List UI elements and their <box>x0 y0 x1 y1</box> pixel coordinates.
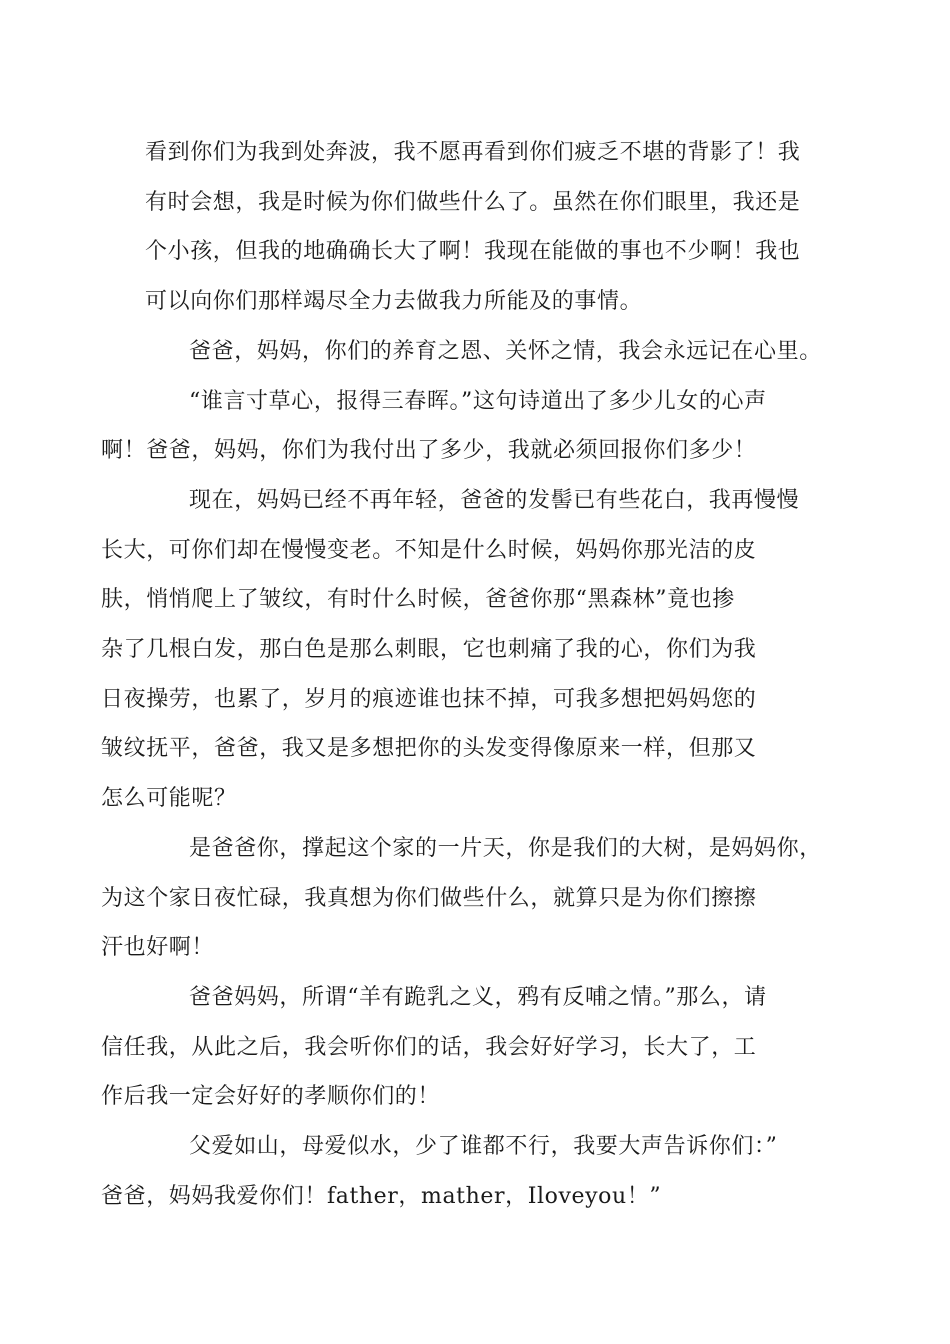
text-line: 爸爸妈妈，所谓“羊有跪乳之义，鸦有反哺之情。”那么，请 <box>189 984 767 1010</box>
document-body <box>101 128 822 1221</box>
text-line: 爸爸，妈妈我爱你们！father，mather，Iloveyou！” <box>101 1183 662 1209</box>
text-line: 肤，悄悄爬上了皱纹，有时什么时候，爸爸你那“黑森林”竟也掺 <box>101 587 735 613</box>
paragraph <box>101 476 807 824</box>
text-line: 父爱如山，母爱似水，少了谁都不行，我要大声告诉你们：” <box>189 1134 778 1160</box>
text-line: 皱纹抚平，爸爸，我又是多想把你的头发变得像原来一样，但那又 <box>101 736 757 762</box>
text-line: “谁言寸草心，报得三春晖。”这句诗道出了多少儿女的心声 <box>189 388 767 414</box>
text-line: 怎么可能呢？ <box>101 786 237 812</box>
text-line: 爸爸，妈妈，你们的养育之恩、关怀之情，我会永远记在心里。 <box>189 338 822 364</box>
paragraph <box>101 824 822 973</box>
text-line: 信任我，从此之后，我会听你们的话，我会好好学习，长大了，工 <box>101 1034 757 1060</box>
text-line: 是爸爸你，撑起这个家的一片天，你是我们的大树，是妈妈你， <box>189 835 822 861</box>
text-line: 为这个家日夜忙碌，我真想为你们做些什么，就算只是为你们擦擦 <box>101 885 757 911</box>
paragraph <box>145 327 822 377</box>
text-line: 长大，可你们却在慢慢变老。不知是什么时候，妈妈你那光洁的皮 <box>101 537 757 563</box>
text-line: 现在，妈妈已经不再年轻，爸爸的发髻已有些花白，我再慢慢 <box>189 487 800 513</box>
paragraph <box>101 973 807 1122</box>
text-line: 可以向你们那样竭尽全力去做我力所能及的事情。 <box>145 289 643 315</box>
paragraph <box>145 128 807 327</box>
text-line: 汗也好啊！ <box>101 935 215 961</box>
text-line: 有时会想，我是时候为你们做些什么了。虽然在你们眼里，我还是 <box>145 189 801 215</box>
paragraph <box>101 1122 807 1221</box>
paragraph <box>101 377 807 476</box>
text-line: 杂了几根白发，那白色是那么刺眼，它也刺痛了我的心，你们为我 <box>101 637 757 663</box>
text-line: 作后我一定会好好的孝顺你们的！ <box>101 1084 441 1110</box>
text-line: 啊！爸爸，妈妈，你们为我付出了多少，我就必须回报你们多少！ <box>101 438 757 464</box>
text-line: 日夜操劳，也累了，岁月的痕迹谁也抹不掉，可我多想把妈妈您的 <box>101 686 757 712</box>
text-line: 看到你们为我到处奔波，我不愿再看到你们疲乏不堪的背影了！我 <box>145 140 801 165</box>
text-line: 个小孩，但我的地确确长大了啊！我现在能做的事也不少啊！我也 <box>145 239 801 265</box>
